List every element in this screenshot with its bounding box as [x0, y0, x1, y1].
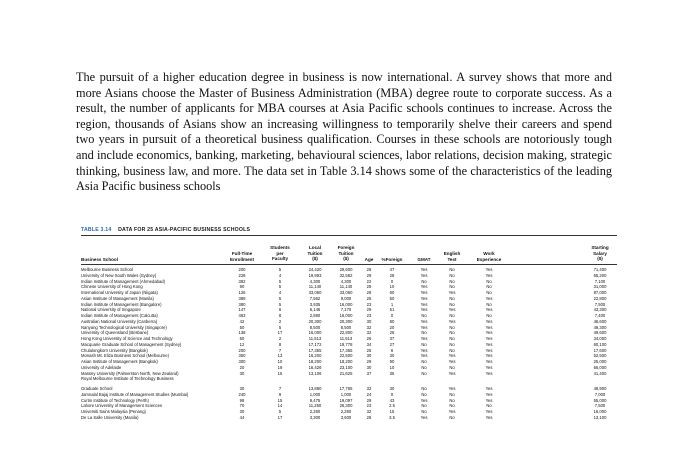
cell-english-test: No [449, 403, 455, 409]
cell-gmat: Yes [420, 336, 428, 341]
header-local-tuition: Local Tuition ($) [307, 245, 323, 262]
cell-students-per-faculty: 5 [278, 284, 282, 290]
cell-local-tuition: 9,475 [309, 397, 321, 403]
cell-enrollment: 300 [238, 359, 246, 364]
cell-school: De La Salle University (Manila) [81, 414, 139, 420]
cell-gmat: Yes [420, 290, 428, 295]
cell-starting-salary: 7,500 [594, 403, 606, 409]
cell-starting-salary: 13,100 [593, 414, 607, 420]
cell-gmat: No [421, 278, 427, 284]
cell-enrollment: 200 [238, 267, 246, 272]
cell-starting-salary: 65,200 [593, 272, 607, 278]
cell-gmat: No [421, 403, 427, 409]
cell-age: 37 [366, 370, 372, 376]
header-pct-foreign: %Foreign [381, 257, 403, 262]
cell-gmat: Yes [420, 307, 428, 313]
cell-pct-foreign: 10 [389, 364, 395, 370]
cell-pct-foreign: 30 [389, 386, 395, 391]
cell-students-per-faculty: 5 [278, 409, 282, 414]
cell-enrollment: 90 [239, 284, 245, 290]
cell-school: University of Adelaide [81, 364, 122, 370]
cell-english-test: No [449, 336, 455, 341]
cell-work-experience: No [486, 313, 492, 318]
cell-english-test: Yes [448, 370, 456, 376]
cell-pct-foreign: 0 [390, 313, 394, 318]
cell-students-per-faculty: 17 [277, 414, 283, 420]
cell-local-tuition: 1,000 [309, 391, 321, 397]
cell-foreign-tuition: 17,765 [339, 386, 353, 391]
cell-foreign-tuition: 3,600 [340, 414, 352, 420]
cell-gmat: Yes [420, 272, 428, 278]
cell-work-experience: Yes [485, 318, 493, 324]
cell-local-tuition: 16,000 [308, 330, 322, 336]
cell-local-tuition: 8,500 [309, 324, 321, 330]
cell-students-per-faculty: 10 [277, 359, 283, 364]
cell-starting-salary: 55,000 [593, 397, 607, 403]
cell-students-per-faculty: 15 [277, 370, 283, 376]
cell-students-per-faculty: 6 [278, 307, 282, 313]
cell-english-test: No [449, 341, 455, 347]
cell-enrollment: 126 [238, 290, 246, 295]
cell-work-experience: Yes [485, 359, 493, 364]
cell-students-per-faculty: 5 [278, 324, 282, 330]
cell-starting-salary: 7,500 [594, 301, 606, 307]
cell-age: 34 [366, 341, 372, 347]
cell-work-experience: No [486, 301, 492, 307]
cell-pct-foreign: 3.5 [389, 414, 395, 420]
cell-gmat: No [421, 386, 427, 391]
cell-pct-foreign: 30 [389, 353, 395, 359]
cell-age: 23 [366, 301, 372, 307]
cell-enrollment: 200 [238, 347, 246, 353]
cell-age: 29 [366, 397, 372, 403]
cell-local-tuition: 33,060 [308, 290, 322, 295]
cell-gmat: Yes [420, 353, 428, 359]
cell-school: Jamnalal Bajaj Institute of Management Studies (Mumbai) [81, 391, 189, 397]
table-caption [81, 227, 250, 233]
cell-work-experience: Yes [485, 330, 493, 336]
table-header-rule [81, 264, 617, 265]
cell-local-tuition: 13,106 [308, 370, 322, 376]
cell-students-per-faculty: 8 [278, 313, 282, 318]
cell-school: Chulalongkorn University (Bangkok) [81, 347, 148, 353]
cell-local-tuition: 7,562 [309, 295, 321, 301]
cell-work-experience: Yes [485, 370, 493, 376]
cell-enrollment: 30 [239, 370, 245, 376]
cell-foreign-tuition: 1,000 [340, 391, 352, 397]
cell-work-experience: Yes [485, 409, 493, 414]
cell-pct-foreign: 26 [389, 330, 395, 336]
cell-english-test: No [449, 414, 455, 420]
cell-starting-salary: 7,100 [594, 278, 606, 284]
cell-students-per-faculty: 5 [278, 278, 282, 284]
cell-local-tuition: 2,260 [309, 409, 321, 414]
cell-enrollment: 380 [238, 301, 246, 307]
cell-work-experience: Yes [485, 353, 493, 359]
cell-students-per-faculty: 5 [278, 295, 282, 301]
cell-age: 29 [366, 359, 372, 364]
cell-work-experience: Yes [485, 386, 493, 391]
cell-enrollment: 42 [239, 318, 245, 324]
cell-age: 32 [366, 386, 372, 391]
cell-local-tuition: 4,300 [309, 278, 321, 284]
cell-pct-foreign: 27 [389, 341, 395, 347]
cell-english-test: No [449, 301, 455, 307]
header-work-experience: Work Experience [476, 251, 502, 262]
cell-pct-foreign: 43 [389, 397, 395, 403]
cell-local-tuition: 11,140 [308, 284, 322, 290]
cell-students-per-faculty: 13 [277, 353, 283, 359]
cell-school: Nanyang Technological University (Singapore) [81, 324, 167, 330]
cell-school: Australian National University (Canberra) [81, 318, 158, 324]
cell-starting-salary: 71,400 [593, 267, 607, 272]
cell-english-test: No [449, 295, 455, 301]
cell-enrollment: 12 [239, 341, 245, 347]
cell-work-experience: Yes [485, 267, 493, 272]
cell-gmat: No [421, 364, 427, 370]
cell-enrollment: 392 [238, 278, 246, 284]
cell-english-test: No [449, 278, 455, 284]
cell-starting-salary: 7,400 [594, 313, 606, 318]
cell-age: 23 [366, 403, 372, 409]
cell-starting-salary: 17,600 [593, 347, 607, 353]
cell-students-per-faculty: 4 [278, 272, 282, 278]
cell-english-test: Yes [448, 353, 456, 359]
cell-local-tuition: 17,172 [308, 341, 322, 347]
cell-pct-foreign: 50 [389, 295, 395, 301]
cell-pct-foreign: 6 [390, 347, 394, 353]
cell-starting-salary: 49,600 [593, 330, 607, 336]
cell-gmat: Yes [420, 267, 428, 272]
cell-foreign-tuition: 18,200 [339, 359, 353, 364]
cell-age: 29 [366, 284, 372, 290]
cell-school: Indian Institute of Management (Bangalore) [81, 301, 162, 307]
cell-local-tuition: 24,420 [308, 267, 322, 272]
cell-pct-foreign: 37 [389, 336, 395, 341]
cell-foreign-tuition: 20,300 [339, 318, 353, 324]
cell-english-test: No [449, 347, 455, 353]
cell-foreign-tuition: 4,300 [340, 278, 352, 284]
cell-work-experience: Yes [485, 295, 493, 301]
cell-english-test: No [449, 267, 455, 272]
cell-foreign-tuition: 22,800 [339, 330, 353, 336]
cell-local-tuition: 16,426 [308, 364, 322, 370]
cell-enrollment: 70 [239, 403, 245, 409]
cell-pct-foreign: 90 [389, 359, 395, 364]
cell-students-per-faculty: 4 [278, 290, 282, 295]
cell-school: Royal Melbourne Institute of Technology Business [81, 376, 174, 382]
cell-students-per-faculty: 17 [277, 330, 283, 336]
cell-starting-salary: 60,100 [593, 341, 607, 347]
cell-students-per-faculty: 5 [278, 301, 282, 307]
cell-enrollment: 147 [238, 307, 246, 313]
cell-english-test: Yes [448, 307, 456, 313]
cell-students-per-faculty: 2 [278, 318, 282, 324]
cell-starting-salary: 49,300 [593, 324, 607, 330]
cell-gmat: Yes [420, 301, 428, 307]
cell-age: 30 [366, 353, 372, 359]
cell-work-experience: Yes [485, 364, 493, 370]
table-row [81, 415, 617, 421]
cell-enrollment: 228 [238, 272, 246, 278]
cell-age: 28 [366, 267, 372, 272]
cell-students-per-faculty: 9 [278, 391, 282, 397]
cell-work-experience: Yes [485, 391, 493, 397]
cell-local-tuition: 11,513 [308, 336, 322, 341]
cell-local-tuition: 13,880 [308, 386, 322, 391]
cell-pct-foreign: 47 [389, 267, 395, 272]
cell-starting-salary: 31,000 [593, 284, 607, 290]
cell-school: University of Queensland (Brisbane) [81, 330, 149, 336]
cell-school: Massey University (Palmerston North, New Zealand) [81, 370, 179, 376]
cell-school: Graduate School [81, 386, 113, 391]
cell-local-tuition: 16,200 [308, 353, 322, 359]
cell-work-experience: Yes [485, 347, 493, 353]
cell-students-per-faculty: 7 [278, 386, 282, 391]
header-starting-salary: Starting Salary ($) [591, 245, 609, 262]
cell-english-test: No [449, 284, 455, 290]
cell-work-experience: No [486, 278, 492, 284]
cell-starting-salary: 43,300 [593, 307, 607, 313]
cell-foreign-tuition: 8,500 [340, 324, 352, 330]
header-enrollment: Full-Time Enrollment [230, 251, 254, 262]
cell-gmat: No [421, 391, 427, 397]
cell-starting-salary: 22,800 [593, 295, 607, 301]
cell-pct-foreign: 20 [389, 324, 395, 330]
cell-gmat: Yes [420, 284, 428, 290]
cell-age: 25 [366, 295, 372, 301]
cell-foreign-tuition: 11,140 [339, 284, 353, 290]
cell-work-experience: Yes [485, 336, 493, 341]
cell-gmat: No [421, 370, 427, 376]
cell-foreign-tuition: 16,000 [339, 313, 353, 318]
cell-enrollment: 389 [238, 295, 246, 301]
cell-school: Curtin Institute of Technology (Perth) [81, 397, 149, 403]
cell-english-test: No [449, 313, 455, 318]
cell-age: 32 [366, 324, 372, 330]
cell-school: Lahore University of Management Sciences [81, 403, 162, 409]
cell-local-tuition: 18,200 [308, 359, 322, 364]
header-business-school: Business School [81, 257, 119, 262]
cell-work-experience: Yes [485, 272, 493, 278]
cell-gmat: Yes [420, 414, 428, 420]
cell-students-per-faculty: 7 [278, 347, 282, 353]
cell-starting-salary: 46,600 [593, 318, 607, 324]
cell-local-tuition: 3,300 [309, 414, 321, 420]
header-foreign-tuition: Foreign Tuition ($) [337, 245, 355, 262]
cell-school: Universiti Sains Malaysia (Penang) [81, 409, 146, 414]
cell-age: 26 [366, 336, 372, 341]
cell-starting-salary: 25,000 [593, 359, 607, 364]
cell-school: National University of Singapore [81, 307, 141, 313]
cell-gmat: No [421, 313, 427, 318]
cell-gmat: No [421, 330, 427, 336]
cell-english-test: No [449, 324, 455, 330]
cell-age: 32 [366, 409, 372, 414]
cell-gmat: Yes [420, 347, 428, 353]
cell-work-experience: Yes [485, 307, 493, 313]
cell-age: 22 [366, 278, 372, 284]
table-top-rule [81, 235, 617, 236]
cell-local-tuition: 20,300 [308, 318, 322, 324]
cell-students-per-faculty: 15 [277, 397, 283, 403]
cell-starting-salary: 41,400 [593, 370, 607, 376]
cell-school: Chinese University of Hong Kong [81, 284, 143, 290]
cell-age: 25 [366, 347, 372, 353]
cell-work-experience: Yes [485, 414, 493, 420]
cell-english-test: Yes [448, 409, 456, 414]
cell-foreign-tuition: 23,100 [339, 364, 353, 370]
cell-age: 23 [366, 313, 372, 318]
header-age: Age [364, 257, 374, 262]
cell-gmat: Yes [420, 397, 428, 403]
header-gmat: GMAT [417, 257, 431, 262]
cell-foreign-tuition: 16,000 [339, 301, 353, 307]
cell-english-test: No [449, 330, 455, 336]
cell-local-tuition: 11,250 [308, 403, 322, 409]
cell-local-tuition: 3,935 [309, 301, 321, 307]
cell-students-per-faculty: 2 [278, 336, 282, 341]
cell-gmat: Yes [420, 324, 428, 330]
intro-paragraph: The pursuit of a higher education degree in business is now international. A survey shows that more and more Asians choose the Master of Business Administration (MBA) degree route to corporate success. As a result, the number of applicants for MBA courses at Asia Pacific schools continues to increase. Across the region, thousands of Asians show an increasing willingness to temporarily shelve their careers and spend two years in pursuit of a theoretical business qualification. Courses in these schools are notoriously tough and include economics, banking, marketing, behavioural sciences, labor relations, decision making, strategic thinking, business law, and more. The data set in Table 3.14 shows some of the characteristics of the leading Asia Pacific business schools [76, 70, 612, 194]
cell-english-test: Yes [448, 290, 456, 295]
cell-pct-foreign: 28 [389, 272, 395, 278]
cell-english-test: Yes [448, 386, 456, 391]
cell-pct-foreign: 2.5 [389, 403, 395, 409]
cell-age: 32 [366, 330, 372, 336]
cell-enrollment: 98 [239, 397, 245, 403]
cell-gmat: No [421, 341, 427, 347]
cell-school: Asian Institute of Management (Bangkok) [81, 359, 158, 364]
cell-pct-foreign: 51 [389, 307, 395, 313]
table-row [81, 376, 617, 382]
cell-age: 24 [366, 391, 372, 397]
cell-foreign-tuition: 22,500 [339, 353, 353, 359]
cell-age: 28 [366, 290, 372, 295]
cell-english-test: Yes [448, 359, 456, 364]
cell-enrollment: 463 [238, 313, 246, 318]
cell-english-test: No [449, 397, 455, 403]
cell-gmat: No [421, 359, 427, 364]
cell-age: 29 [366, 272, 372, 278]
cell-foreign-tuition: 9,000 [340, 295, 352, 301]
cell-foreign-tuition: 19,778 [339, 341, 353, 347]
cell-pct-foreign: 10 [389, 284, 395, 290]
cell-starting-salary: 48,900 [593, 386, 607, 391]
cell-local-tuition: 6,146 [309, 307, 321, 313]
cell-school: Asian Institute of Management (Manila) [81, 295, 154, 301]
cell-english-test: No [449, 272, 455, 278]
header-english-test: English Test [443, 251, 461, 262]
cell-foreign-tuition: 19,097 [339, 397, 353, 403]
cell-foreign-tuition: 26,300 [339, 403, 353, 409]
cell-school: Melbourne Business School [81, 267, 133, 272]
cell-foreign-tuition: 17,355 [339, 347, 353, 353]
cell-enrollment: 350 [238, 353, 246, 359]
cell-starting-salary: 52,500 [593, 353, 607, 359]
cell-students-per-faculty: 14 [277, 403, 283, 409]
cell-gmat: Yes [420, 295, 428, 301]
cell-age: 30 [366, 318, 372, 324]
cell-local-tuition: 2,880 [309, 313, 321, 318]
cell-foreign-tuition: 21,625 [339, 370, 353, 376]
cell-school: Hong Kong University of Science and Technology [81, 336, 173, 341]
cell-foreign-tuition: 29,600 [339, 267, 353, 272]
cell-school: International University of Japan (Niigata) [81, 290, 158, 295]
table-title: DATA FOR 25 ASIA-PACIFIC BUSINESS SCHOOLS [118, 227, 251, 233]
cell-foreign-tuition: 7,170 [340, 307, 352, 313]
cell-age: 30 [366, 364, 372, 370]
cell-work-experience: Yes [485, 324, 493, 330]
cell-local-tuition: 19,993 [308, 272, 322, 278]
cell-foreign-tuition: 32,582 [339, 272, 353, 278]
cell-enrollment: 20 [239, 364, 245, 370]
cell-pct-foreign: 60 [389, 290, 395, 295]
cell-work-experience: No [486, 290, 492, 295]
cell-english-test: Yes [448, 318, 456, 324]
cell-enrollment: 50 [239, 324, 245, 330]
cell-school: Monash Mt. Eliza Business School (Melbourne) [81, 353, 169, 359]
cell-enrollment: 60 [239, 336, 245, 341]
cell-english-test: No [449, 364, 455, 370]
cell-school: Indian Institute of Management (Ahmedabad) [81, 278, 166, 284]
cell-pct-foreign: 15 [389, 409, 395, 414]
cell-school: University of New South Wales (Sydney) [81, 272, 157, 278]
cell-enrollment: 44 [239, 414, 245, 420]
cell-enrollment: 138 [238, 330, 246, 336]
cell-pct-foreign: 80 [389, 318, 395, 324]
cell-school: Indian Institute of Management (Calcutta) [81, 313, 158, 318]
cell-age: 28 [366, 414, 372, 420]
cell-foreign-tuition: 33,060 [339, 290, 353, 295]
cell-local-tuition: 17,355 [308, 347, 322, 353]
cell-work-experience: Yes [485, 397, 493, 403]
cell-pct-foreign: 35 [389, 370, 395, 376]
cell-starting-salary: 7,000 [594, 391, 606, 397]
cell-foreign-tuition: 11,513 [339, 336, 353, 341]
cell-starting-salary: 16,000 [593, 409, 607, 414]
cell-school: Macquarie Graduate School of Management (Sydney) [81, 341, 182, 347]
cell-students-per-faculty: 8 [278, 341, 282, 347]
cell-students-per-faculty: 19 [277, 364, 283, 370]
cell-age: 29 [366, 307, 372, 313]
cell-foreign-tuition: 2,260 [340, 409, 352, 414]
cell-starting-salary: 66,000 [593, 364, 607, 370]
cell-students-per-faculty: 5 [278, 267, 282, 272]
cell-pct-foreign: 0 [390, 278, 394, 284]
cell-gmat: No [421, 409, 427, 414]
cell-pct-foreign: 1 [390, 301, 394, 307]
cell-work-experience: No [486, 284, 492, 290]
cell-english-test: No [449, 391, 455, 397]
cell-enrollment: 240 [238, 391, 246, 397]
cell-work-experience: Yes [485, 341, 493, 347]
cell-work-experience: No [486, 403, 492, 409]
header-students-per-faculty: Students per Faculty [270, 245, 290, 262]
table-body [81, 267, 617, 421]
cell-starting-salary: 34,000 [593, 336, 607, 341]
cell-starting-salary: 87,000 [593, 290, 607, 295]
cell-pct-foreign: 0 [390, 391, 394, 397]
cell-gmat: Yes [420, 318, 428, 324]
table-label: TABLE 3.14 [81, 227, 112, 233]
cell-enrollment: 30 [239, 386, 245, 391]
cell-enrollment: 30 [239, 409, 245, 414]
